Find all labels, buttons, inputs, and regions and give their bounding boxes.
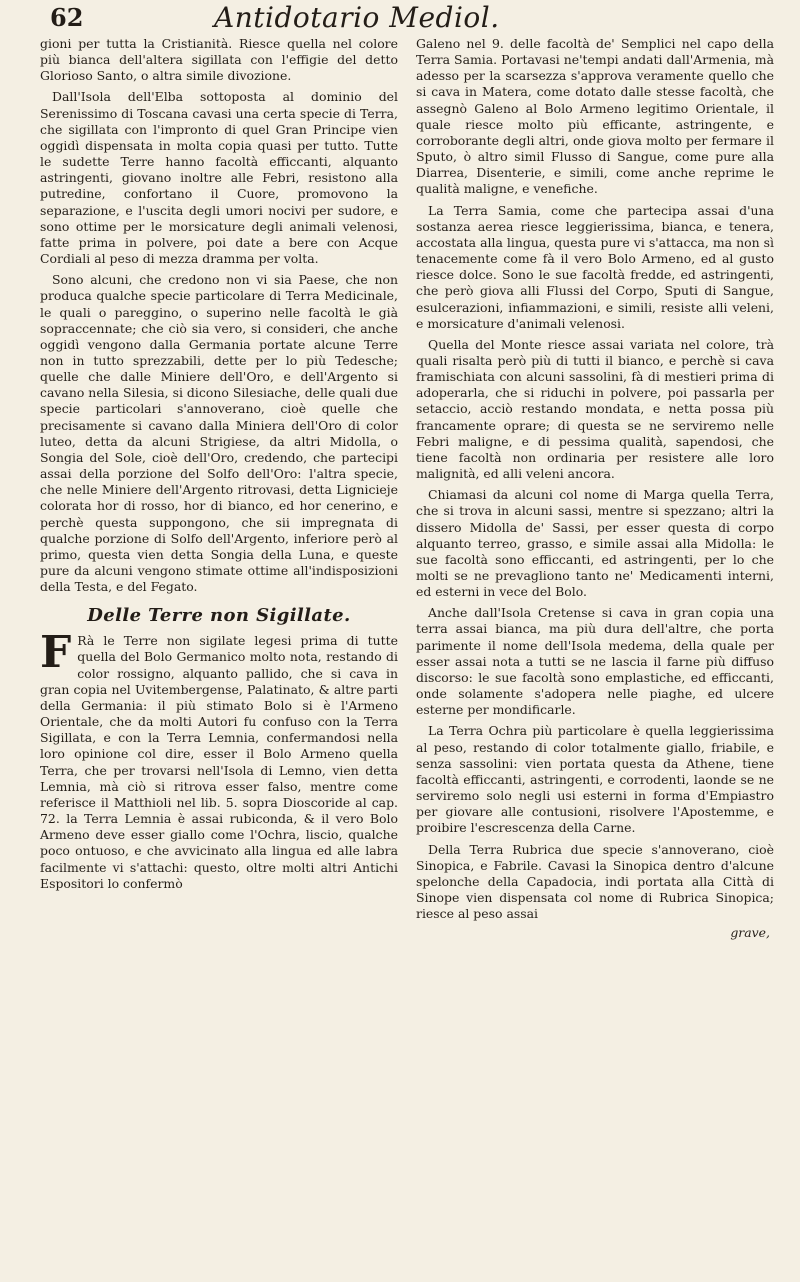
paragraph: Galeno nel 9. delle facoltà de' Semplici nel capo della Terra Samia. Portavasi ne'tempi andati dall'Armenia, mà adesso per la scarsezza s'approva veramente quello che si cava in Matera, come dotato dalle stesse facoltà, che assegnò Galeno al Bolo Armeno legitimo Orientale, il quale riesce molto più efficante, astringente, e corroborante degli altri, onde giova molto per fermare il Sputo, ò altro simil Flusso di Sangue, come pure alla Diarrea, Disenterie, e simili, come anche reprime le qualità maligne, e venefiche. — [416, 36, 774, 197]
running-head — [40, 2, 774, 34]
running-title: Antidotario Mediol. — [214, 1, 500, 34]
right-column — [416, 36, 774, 940]
paragraph: Dall'Isola dell'Elba sottoposta al dominio del Serenissimo di Toscana cavasi una certa specie di Terra, che sigillata con l'impronto di quel Gran Principe vien oggidì dispensata in molta copia quasi per tutto. Tutte le sudette Terre hanno facoltà efficcanti, alquanto astringenti, giovano inoltre alle Febri, resistono alla putredine, confortano il Cuore, promovono la separazione, e l'uscita degli umori nocivi per sudore, e sono ottime per le morsicature degli animali velenosi, fatte prima in polvere, poi date a bere con Acque Cordiali al peso di mezza dramma per volta. — [40, 89, 398, 267]
paragraph: La Terra Samia, come che partecipa assai d'una sostanza aerea riesce leggierissima, bianca, e tenera, accostata alla lingua, questa pure vi s'attacca, ma non sì tenacemente come fà il vero Bolo Armeno, ed al gusto riesce dolce. Sono le sue facoltà fredde, ed astringenti, che però giova alli Flussi del Corpo, Sputi di Sangue, esulcerazioni, infiammazioni, e simili, resiste alli veleni, e morsicature d'animali velenosi. — [416, 202, 774, 331]
catchword: grave, — [730, 925, 770, 941]
section-heading: Delle Terre non Sigillate. — [87, 605, 351, 627]
dropcap-paragraph — [40, 627, 398, 892]
paragraph: La Terra Ochra più particolare è quella leggierissima al peso, restando di color totalmente giallo, friabile, e senza sassolini: vien portata questa da Athene, tiene facoltà efficcanti, astringenti, e corrodenti, laonde se ne serviremo solo negli usi esterni in forma d'Empiastro per giovare alle contusioni, risolvere l'Apostemme, e proibire l'escrescenza della Carne. — [416, 723, 774, 836]
paragraph: gioni per tutta la Cristianità. Riesce quella nel colore più bianca dell'altera sigillata con l'effigie del detto Glorioso Santo, o altra simile divozione. — [40, 36, 398, 84]
text-columns — [40, 36, 774, 940]
dropcap-paragraph-text: Rà le Terre non sigilate legesi prima di tutte quella del Bolo Germanico molto nota, restando di color rossigno, alquanto pallido, che si cava in gran copia nel Uvitembergense, Palatinato, & altre parti della Germania: il più stimato Bolo si è l'Armeno Orientale, che da molti Autori fu confuso con la Terra Sigillata, e con la Terra Lemnia, confermandosi nella loro opinione col dire, esser il Bolo Armeno quella Terra, che per trovarsi nell'Isola di Lemno, vien detta Lemnia, mà ciò si ritrova esser falso, mentre come referisce il Matthioli nel lib. 5. sopra Dioscoride al cap. 72. la Terra Lemnia è assai rubiconda, & il vero Bolo Armeno deve esser giallo come l'Ochra, liscio, qualche poco ontuoso, e che avvicinato alla lingua ed alle labra facilmente vi s'attachi: questo, oltre molti altri Antichi Espositori lo confermò — [40, 633, 398, 891]
left-column — [40, 36, 398, 940]
dropcap-letter: F — [40, 627, 72, 679]
paragraph: Sono alcuni, che credono non vi sia Paese, che non produca qualche specie particolare di Terra Medicinale, le quali o pareggino, o superino nelle facoltà le già sopraccennate; che ciò sia vero, si consideri, che anche oggidì vengono dalla Germania portate alcune Terre non in tutto sprezzabili, dette per lo più Tedesche; quelle che dalle Miniere dell'Oro, e dell'Argento si cavano nella Silesia, si dicono Silesiache, delle quali due specie particolari s'annoverano, cioè quelle che precisamente si cavano dalla Miniera dell'Oro di color luteo, detta da alcuni Strigiese, da altri Midolla, o Songia del Sole, cioè dell'Oro, credendo, che partecipi assai della porzione del Solfo dell'Oro: l'altra specie, che nelle Miniere dell'Argento ritrovasi, detta Lignicieje colorata hor di rosso, hor di bianco, ed hor cenerino, e perchè questa suppongono, che sii impregnata di qualche porzione di Solfo dell'Argento, inferiore però al primo, questa vien detta Songia della Luna, e queste pure da alcuni vengono stimate ottime all'indisposizioni della Testa, e del Fegato. — [40, 272, 398, 595]
page-number: 62 — [50, 3, 84, 32]
paragraph: Quella del Monte riesce assai variata nel colore, trà quali risalta però più di tutti il bianco, e perchè si cava framischiata con alcuni sassolini, fà di mestieri prima di adoperarla, che si riduchi in polvere, poi passarla per setaccio, acciò restando mondata, e netta possa più francamente oprare; di questa se ne serviremo nelle Febri maligne, e di pessima qualità, sapendosi, che tiene facoltà non ordinaria per resistere alle loro malignità, ed alli veleni ancora. — [416, 336, 774, 482]
paragraph: Anche dall'Isola Cretense si cava in gran copia una terra assai bianca, ma più dura dell'altre, che porta parimente il nome dell'Isola medema, della quale per esser assai nota a tutti se ne lascia il farne più diffuso discorso: le sue facoltà sono emplastiche, ed efficcanti, onde solamente s'adopera nelle piaghe, ed ulcere esterne per mondificarle. — [416, 605, 774, 718]
paragraph: Della Terra Rubrica due specie s'annoverano, cioè Sinopica, e Fabrile. Cavasi la Sinopica dentro d'alcune spelonche della Capadocia, indi portata alla Città di Sinope vien dispensata col nome di Rubrica Sinopica; riesce al peso assai — [416, 841, 774, 922]
paragraph: Chiamasi da alcuni col nome di Marga quella Terra, che si trova in alcuni sassi, mentre si spezzano; altri la dissero Midolla de' Sassi, per esser questa di corpo alquanto terreo, grasso, e simile assai alla Midolla: le sue facoltà sono efficcanti, ed astringenti, per lo che molti se ne prevagliono tanto ne' Medicamenti interni, ed esterni in vece del Bolo. — [416, 487, 774, 600]
